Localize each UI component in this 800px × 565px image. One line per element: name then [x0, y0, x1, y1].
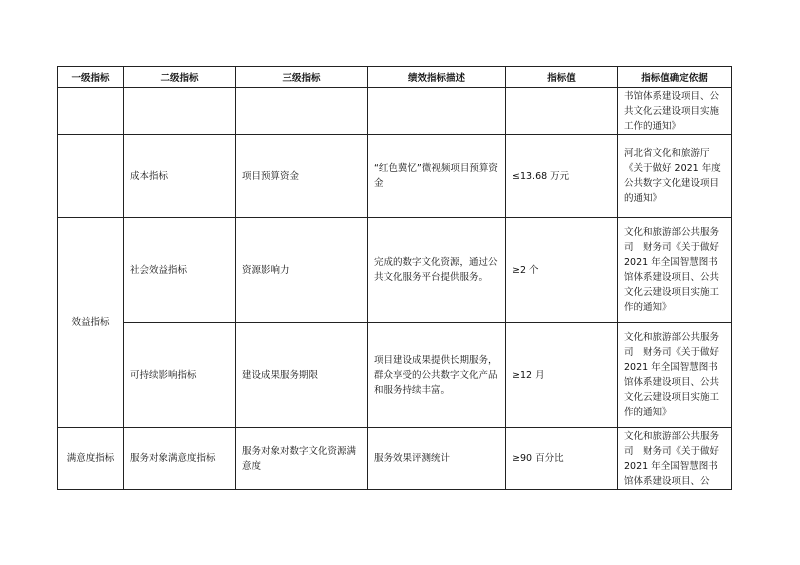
header-value: 指标值 — [506, 67, 618, 88]
cell-description — [368, 88, 506, 135]
cell-level2: 服务对象满意度指标 — [124, 428, 236, 490]
cell-level2: 可持续影响指标 — [124, 323, 236, 428]
cell-basis: 文化和旅游部公共服务司 财务司《关于做好 2021 年全国智慧图书馆体系建设项目、公 — [618, 428, 732, 490]
cell-basis: 文化和旅游部公共服务司 财务司《关于做好 2021 年全国智慧图书馆体系建设项目、公共文化云建设项目实施工作的通知》 — [618, 218, 732, 323]
cell-level1 — [58, 135, 124, 218]
cell-description: 项目建设成果提供长期服务，群众享受的公共数字文化产品和服务持续丰富。 — [368, 323, 506, 428]
table-row — [58, 135, 732, 218]
cell-level3: 资源影响力 — [236, 218, 368, 323]
cell-basis: 文化和旅游部公共服务司 财务司《关于做好 2021 年全国智慧图书馆体系建设项目、公共文化云建设项目实施工作的通知》 — [618, 323, 732, 428]
performance-indicator-table — [57, 66, 732, 490]
table-row — [58, 428, 732, 490]
cell-level1: 满意度指标 — [58, 428, 124, 490]
table-row — [58, 323, 732, 428]
cell-level1 — [58, 88, 124, 135]
cell-basis: 河北省文化和旅游厅《关于做好 2021 年度公共数字文化建设项目的通知》 — [618, 135, 732, 218]
cell-value: ≤13.68 万元 — [506, 135, 618, 218]
table-header-row — [58, 67, 732, 88]
header-description: 绩效指标描述 — [368, 67, 506, 88]
table-row — [58, 218, 732, 323]
header-level1: 一级指标 — [58, 67, 124, 88]
cell-value: ≥90 百分比 — [506, 428, 618, 490]
cell-level3: 服务对象对数字文化资源满意度 — [236, 428, 368, 490]
header-level2: 二级指标 — [124, 67, 236, 88]
cell-level2: 成本指标 — [124, 135, 236, 218]
cell-level3 — [236, 88, 368, 135]
cell-level2: 社会效益指标 — [124, 218, 236, 323]
cell-description: 完成的数字文化资源，通过公共文化服务平台提供服务。 — [368, 218, 506, 323]
cell-basis: 书馆体系建设项目、公共文化云建设项目实施工作的通知》 — [618, 88, 732, 135]
cell-value: ≥2 个 — [506, 218, 618, 323]
header-basis: 指标值确定依据 — [618, 67, 732, 88]
cell-value — [506, 88, 618, 135]
cell-level3: 建设成果服务期限 — [236, 323, 368, 428]
cell-value: ≥12 月 — [506, 323, 618, 428]
table-row — [58, 88, 732, 135]
cell-description: 服务效果评测统计 — [368, 428, 506, 490]
cell-level3: 项目预算资金 — [236, 135, 368, 218]
header-level3: 三级指标 — [236, 67, 368, 88]
cell-level2 — [124, 88, 236, 135]
cell-description: “红色冀忆”微视频项目预算资金 — [368, 135, 506, 218]
cell-level1: 效益指标 — [58, 218, 124, 428]
